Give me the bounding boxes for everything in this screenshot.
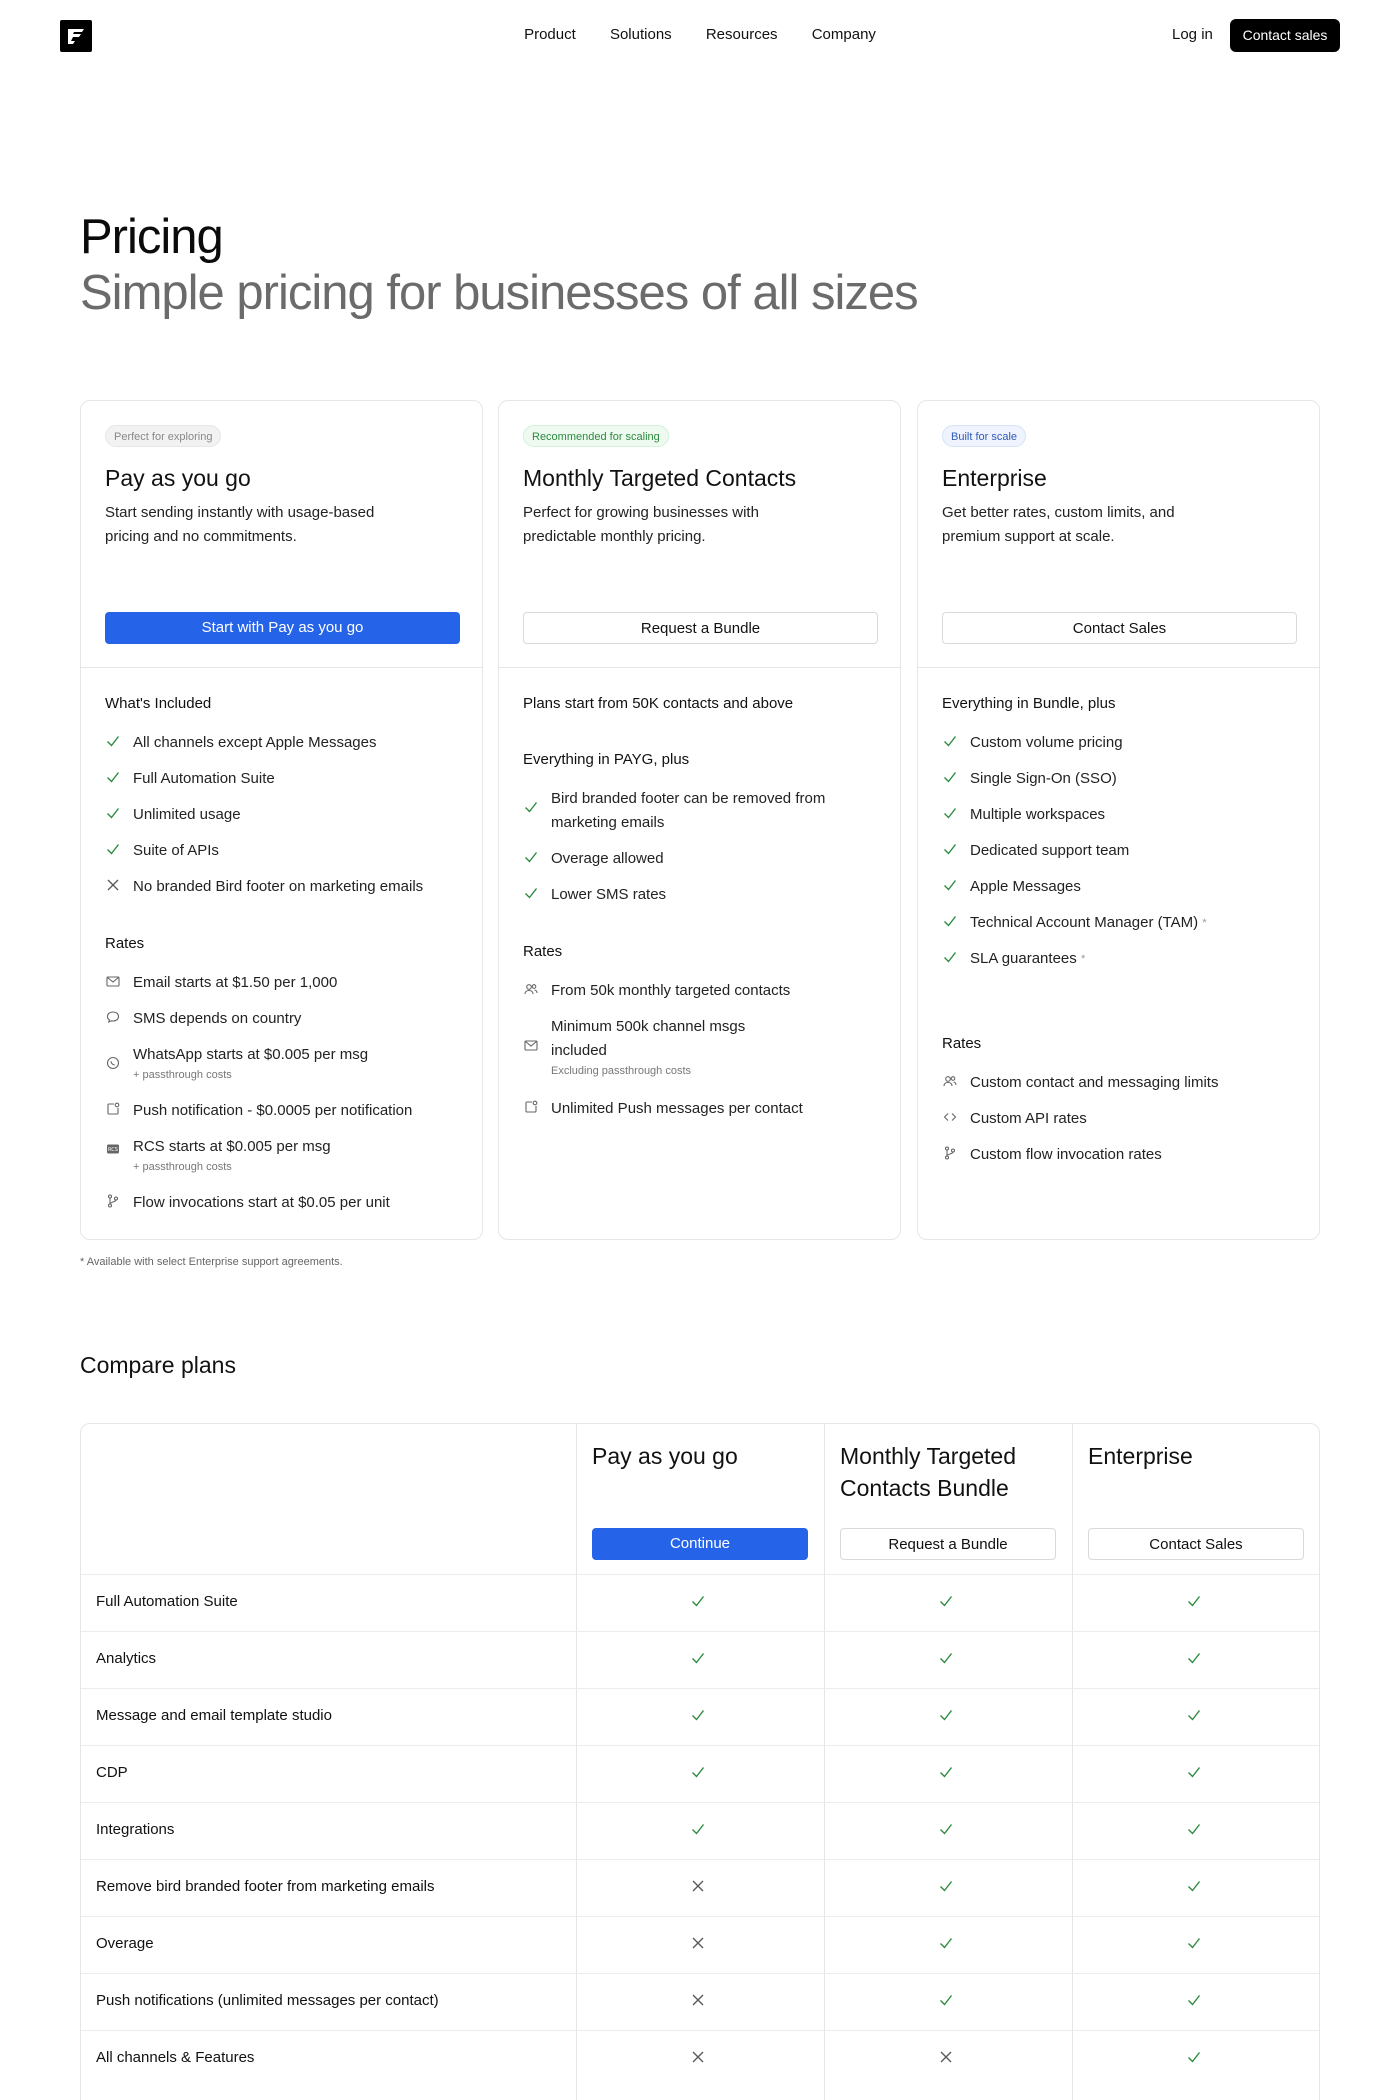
table-row bbox=[81, 1631, 1320, 1688]
row-label: Push notifications (unlimited messages per contact) bbox=[96, 1992, 439, 2009]
check-icon bbox=[1186, 1992, 1206, 2012]
check-icon bbox=[105, 805, 121, 825]
section-title: Rates bbox=[105, 935, 145, 952]
request-bundle-table-button[interactable]: Request a Bundle bbox=[840, 1528, 1056, 1560]
x-icon bbox=[690, 1992, 710, 2012]
plan-intro: Plans start from 50K contacts and above bbox=[523, 695, 794, 712]
plan-badge: Recommended for scaling bbox=[523, 425, 669, 447]
users-icon bbox=[523, 981, 539, 1001]
table-row bbox=[81, 1973, 1320, 2030]
svg-text:RCS: RCS bbox=[108, 1147, 118, 1153]
check-icon bbox=[1186, 1821, 1206, 1841]
check-icon bbox=[1186, 1650, 1206, 1670]
start-payg-button[interactable]: Start with Pay as you go bbox=[105, 612, 460, 644]
x-icon bbox=[938, 2049, 958, 2069]
check-icon bbox=[938, 1707, 958, 1727]
rcs-icon bbox=[105, 1141, 121, 1161]
row-label: All channels & Features bbox=[96, 2049, 255, 2066]
table-row bbox=[81, 1688, 1320, 1745]
row-label: Full Automation Suite bbox=[96, 1593, 238, 1610]
check-icon bbox=[938, 1878, 958, 1898]
table-row bbox=[81, 1574, 1320, 1631]
check-icon bbox=[1186, 2049, 1206, 2069]
section-title: Everything in PAYG, plus bbox=[523, 751, 690, 768]
row-label: CDP bbox=[96, 1764, 128, 1781]
plan-description: Get better rates, custom limits, and premium support at scale. bbox=[942, 504, 1175, 545]
flow-branch-icon bbox=[105, 1193, 121, 1213]
contact-sales-table-button[interactable]: Contact Sales bbox=[1088, 1528, 1304, 1560]
check-icon bbox=[523, 849, 539, 869]
check-icon bbox=[938, 1821, 958, 1841]
plan-badge: Built for scale bbox=[942, 425, 1026, 447]
check-icon bbox=[942, 805, 958, 825]
plan-badge: Perfect for exploring bbox=[105, 425, 221, 447]
row-label: Integrations bbox=[96, 1821, 175, 1838]
mail-icon bbox=[523, 1037, 539, 1057]
section-title: What's Included bbox=[105, 695, 212, 712]
users-icon bbox=[942, 1073, 958, 1093]
x-icon bbox=[690, 1935, 710, 1955]
check-icon bbox=[942, 769, 958, 789]
push-notification-icon bbox=[105, 1101, 121, 1121]
login-link[interactable]: Log in bbox=[1172, 26, 1213, 43]
code-icon bbox=[942, 1109, 958, 1129]
continue-button[interactable]: Continue bbox=[592, 1528, 808, 1560]
plan-title: Enterprise bbox=[942, 465, 1047, 491]
chat-bubble-icon bbox=[105, 1009, 121, 1029]
check-icon bbox=[523, 885, 539, 905]
x-icon bbox=[105, 877, 121, 897]
check-icon bbox=[942, 877, 958, 897]
row-label: Overage bbox=[96, 1935, 154, 1952]
contact-sales-button[interactable]: Contact sales bbox=[1230, 19, 1340, 52]
column-header-enterprise: Enterprise bbox=[1088, 1443, 1193, 1469]
table-row bbox=[81, 1745, 1320, 1802]
section-title: Rates bbox=[942, 1035, 982, 1052]
section-title: Rates bbox=[523, 943, 563, 960]
whatsapp-icon bbox=[105, 1055, 121, 1075]
flow-branch-icon bbox=[942, 1145, 958, 1165]
column-header-bundle: Monthly Targeted Contacts Bundle bbox=[840, 1443, 1017, 1501]
column-header-payg: Pay as you go bbox=[592, 1443, 738, 1469]
row-label: Analytics bbox=[96, 1650, 157, 1667]
compare-table bbox=[80, 1423, 1320, 2100]
check-icon bbox=[942, 733, 958, 753]
check-icon bbox=[942, 949, 958, 969]
mail-icon bbox=[105, 973, 121, 993]
check-icon bbox=[523, 799, 539, 819]
check-icon bbox=[105, 841, 121, 861]
check-icon bbox=[1186, 1593, 1206, 1613]
nav-product[interactable]: Product bbox=[524, 26, 576, 43]
plan-description: Perfect for growing businesses with predictable monthly pricing. bbox=[523, 504, 759, 545]
check-icon bbox=[690, 1821, 710, 1841]
x-icon bbox=[690, 1878, 710, 1898]
check-icon bbox=[938, 1935, 958, 1955]
check-icon bbox=[942, 913, 958, 933]
nav-resources[interactable]: Resources bbox=[705, 26, 778, 43]
footnote: * Available with select Enterprise support agreements. bbox=[80, 1256, 343, 1268]
check-icon bbox=[105, 769, 121, 789]
plan-title: Pay as you go bbox=[105, 465, 251, 491]
page-subtitle: Simple pricing for businesses of all sizes bbox=[80, 266, 918, 320]
plan-description: Start sending instantly with usage-based pricing and no commitments. bbox=[105, 504, 375, 545]
plan-card-payg: Perfect for exploring Pay as you go Start sending instantly with usage-based pricing and no commitments. Start with Pay as you go What's Included All channels except Apple Messages Full Automation Suite Unlimited usage Suite of APIs No branded Bird footer on marketing emails Rates Email starts at $1.50 per 1,000 SMS depends on country WhatsApp starts at $0.005 per msg + passthrough costs Push notification - $0.0005 per notification RCS RCS starts at $0.005 per msg + passthrough costs Flow invocations start at $0.05 per unit bbox=[80, 400, 483, 1240]
check-icon bbox=[690, 1707, 710, 1727]
push-notification-icon bbox=[523, 1099, 539, 1119]
section-title: Everything in Bundle, plus bbox=[942, 695, 1116, 712]
page-title: Pricing bbox=[80, 210, 223, 264]
contact-sales-plan-button[interactable]: Contact Sales bbox=[942, 612, 1297, 644]
check-icon bbox=[942, 841, 958, 861]
check-icon bbox=[105, 733, 121, 753]
check-icon bbox=[690, 1650, 710, 1670]
row-label: Remove bird branded footer from marketing emails bbox=[96, 1878, 435, 1895]
divider bbox=[918, 667, 1319, 668]
check-icon bbox=[1186, 1878, 1206, 1898]
plan-card-enterprise: Built for scale Enterprise Get better rates, custom limits, and premium support at scale. Contact Sales Everything in Bundle, plus Custom volume pricing Single Sign-On (SSO) Multiple workspaces Dedicated support team Apple Messages Technical Account Manager (TAM) * SLA guarantees * Rates Custom contact and messaging limits Custom API rates Custom flow invocation rates bbox=[917, 400, 1320, 1240]
check-icon bbox=[938, 1764, 958, 1784]
nav-company[interactable]: Company bbox=[811, 26, 876, 43]
plan-card-monthly: Recommended for scaling Monthly Targeted Contacts Perfect for growing businesses with predictable monthly pricing. Request a Bundle Plans start from 50K contacts and above Everything in PAYG, plus Bird branded footer can be removed from marketing emails Overage allowed Lower SMS rates Rates From 50k monthly targeted contacts Minimum 500k channel msgs included Excluding passthrough costs Unlimited Push messages per contact bbox=[498, 400, 901, 1240]
table-row bbox=[81, 1916, 1320, 1973]
row-label: Message and email template studio bbox=[96, 1707, 332, 1724]
check-icon bbox=[690, 1764, 710, 1784]
check-icon bbox=[1186, 1764, 1206, 1784]
divider bbox=[499, 667, 900, 668]
request-bundle-button[interactable]: Request a Bundle bbox=[523, 612, 878, 644]
table-row bbox=[81, 2030, 1320, 2087]
check-icon bbox=[1186, 1707, 1206, 1727]
compare-title: Compare plans bbox=[80, 1352, 236, 1378]
divider bbox=[81, 667, 482, 668]
x-icon bbox=[690, 2049, 710, 2069]
table-row bbox=[81, 1802, 1320, 1859]
plan-title: Monthly Targeted Contacts bbox=[523, 465, 797, 491]
check-icon bbox=[1186, 1935, 1206, 1955]
nav-solutions[interactable]: Solutions bbox=[609, 26, 672, 43]
check-icon bbox=[938, 1650, 958, 1670]
check-icon bbox=[690, 1593, 710, 1613]
top-nav bbox=[0, 0, 1400, 72]
table-row bbox=[81, 1859, 1320, 1916]
check-icon bbox=[938, 1593, 958, 1613]
check-icon bbox=[938, 1992, 958, 2012]
